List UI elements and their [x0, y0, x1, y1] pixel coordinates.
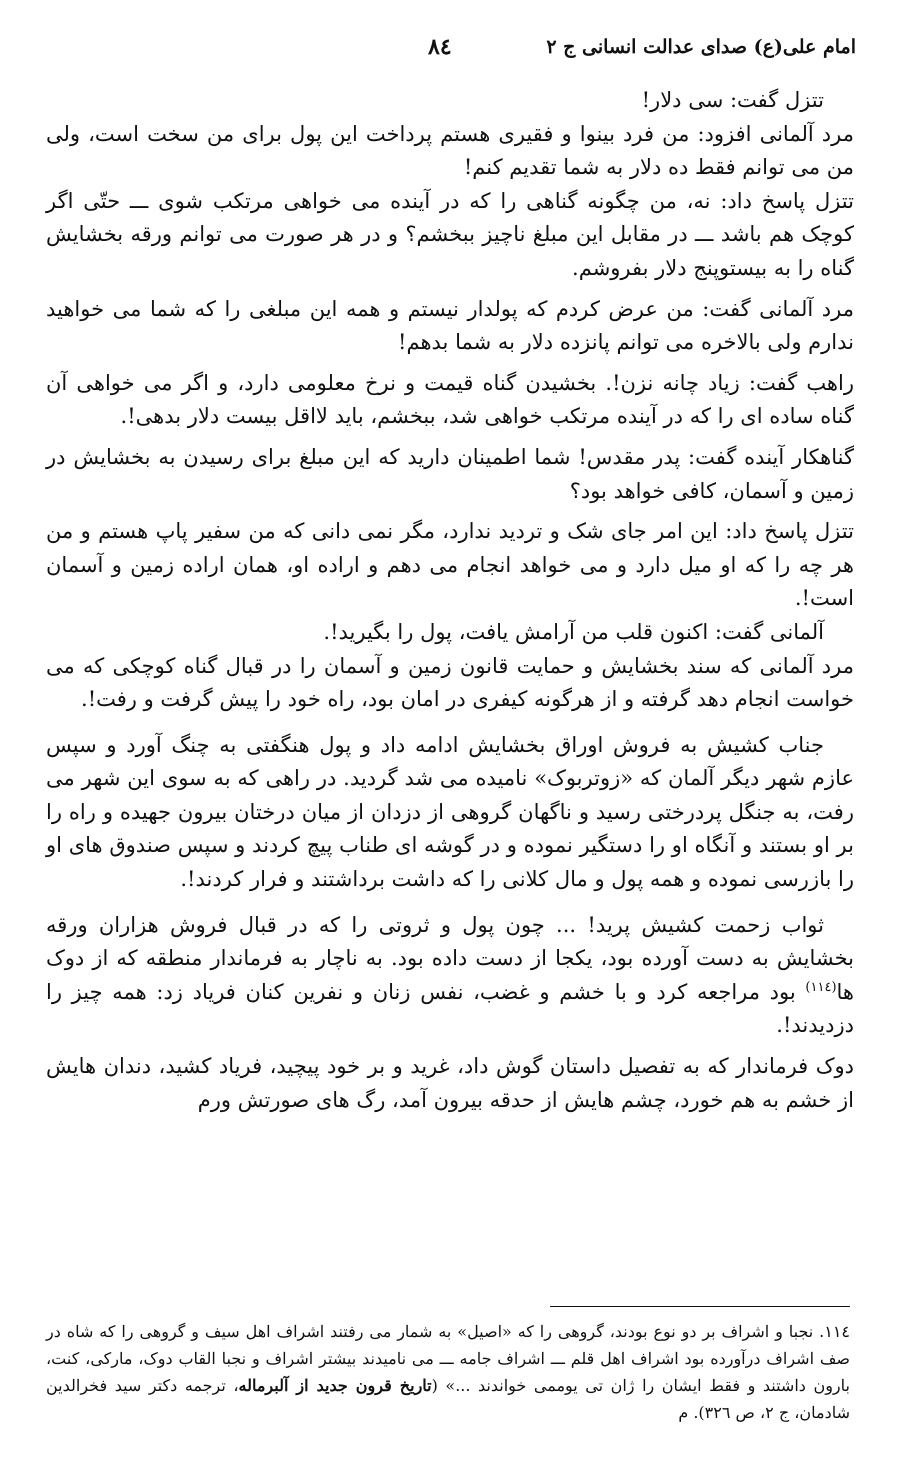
page-header	[40, 36, 856, 68]
paragraph: جناب کشیش به فروش اوراق بخشایش ادامه داد و پول هنگفتی به چنگ آورد و سپس عازم شهر دیگر آلمان که «زوتربوک» نامیده می شد گردید. در راهی که به سوی این شهر می رفت، به جنگل پردرختی رسید و ناگهان گروهی از دزدان از میان درختان بیرون جهیده و راه را بر او بستند و آنگاه او را دستگیر نموده و در گوشه ای طناب پیچ کردند و سپس صندوق های او را بازرسی نموده و همه پول و مال کلانی را که داشت برداشتند و فرار کردند!.	[46, 732, 854, 892]
paragraph: تتزل پاسخ داد: نه، من چگونه گناهی را که در آینده می خواهی مرتکب شوی ـــ حتّی اگر کوچک هم باشد ـــ در مقابل این مبلغ ناچیز ببخشم؟ و در هر صورت می توانم ورقه بخشایش گناه را به بیستوپنج دلار بفروشم.	[46, 188, 854, 280]
footnote-divider	[550, 1306, 850, 1307]
paragraph: تتزل پاسخ داد: این امر جای شک و تردید ندارد، مگر نمی دانی که من سفیر پاپ هستم و من هر چه را که او میل دارد و می خواهد انجام می دهم و اراده او، همان اراده زمین و آسمان است!.	[46, 519, 854, 611]
paragraph: گناهکار آینده گفت: پدر مقدس! شما اطمینان دارید که این مبلغ برای رسیدن به بخشایش در زمین و آسمان، کافی خواهد بود؟	[46, 444, 854, 503]
paragraph: دوک فرماندار که به تفصیل داستان گوش داد، غرید و بر خود پیچید، فریاد کشید، دندان هایش از خشم به هم خورد، چشم هایش از حدقه بیرون آمد، رگ های صورتش ورم	[46, 1054, 854, 1112]
paragraph: تتزل گفت: سی دلار!	[641, 88, 824, 112]
paragraph: مرد آلمانی که سند بخشایش و حمایت قانون زمین و آسمان را در قبال گناه کوچکی که می خواست انجام دهد گرفته و از هرگونه کیفری در امان بود، راه خود را پیش گرفت و رفت!.	[46, 653, 854, 712]
page-body	[46, 84, 854, 1117]
paragraph: راهب گفت: زیاد چانه نزن!. بخشیدن گناه قیمت و نرخ معلومی دارد، و اگر می خواهی آن گناه ساده ای را که در آینده مرتکب خواهی شد، ببخشم، باید لااقل بیست دلار بدهی!.	[46, 370, 854, 429]
paragraph-text: ثواب زحمت کشیش پرید! ... چون پول و ثروتی را که در قبال فروش هزاران ورقه بخشایش به دست آورده بود، یکجا از دست داده بود. به ناچار به فرماندار منطقه که از دوک ها	[46, 912, 854, 1004]
paragraph: آلمانی گفت: اکنون قلب من آرامش یافت، پول را بگیرید!.	[323, 619, 824, 644]
footnote-text: ١١٤. نجبا و اشراف بر دو نوع بودند، گروهی را که «اصیل» به شمار می رفتند اشراف اهل سیف و گروهی را که شاه در صف اشراف درآورده بود اشراف اهل قلم ـــ اشراف جامه ـــ می نامیدند بیشتر اشراف و نجبا القاب دوک، مارکی، کنت، بارون داشتند و فقط ایشان را ژان تی یوممی خواندند ...» (	[46, 1322, 851, 1395]
paragraph: مرد آلمانی گفت: من عرض کردم که پولدار نیستم و همه این مبلغی را که شما می خواهید ندارم ولی بالاخره می توانم پانزده دلار به شما بدهم!	[46, 296, 854, 355]
paragraph: مرد آلمانی افزود: من فرد بینوا و فقیری هستم پرداخت این پول برای من سخت است، ولی من می توانم فقط ده دلار به شما تقدیم کنم!	[46, 121, 854, 180]
footnote	[46, 1318, 850, 1426]
paragraph-text: بود مراجعه کرد و با خشم و غضب، نفس زنان و نفرین کنان فریاد زد: همه چیز را دزدیدند!.	[46, 979, 854, 1038]
page-number: ۸٤	[428, 34, 452, 60]
book-title: امام علی(ع) صدای عدالت انسانی ج ۲	[546, 36, 856, 58]
paragraph	[46, 909, 854, 1043]
footnote-reference[interactable]: (١١٤)	[805, 979, 837, 995]
footnote-text: ، ترجمه دکتر سید فخرالدین شادمان، ج ۲، ص ۳۲٦). م	[46, 1376, 850, 1422]
footnote-source-title: تاریخ قرون جدید از آلبرماله	[238, 1376, 432, 1395]
